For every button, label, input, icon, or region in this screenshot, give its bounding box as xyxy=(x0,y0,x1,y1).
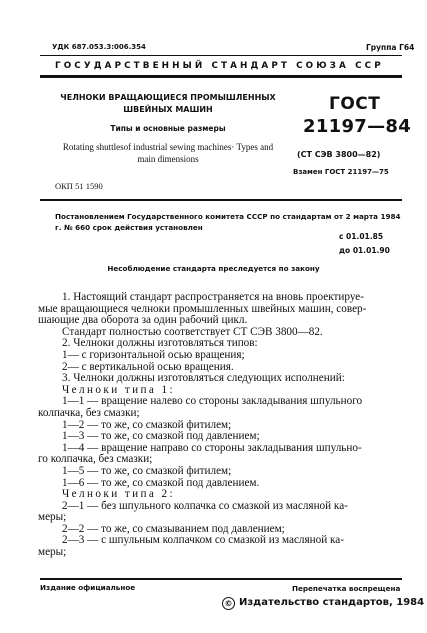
decree-rule xyxy=(40,199,402,201)
body-line: меры; xyxy=(38,546,67,559)
body-line: 1. Настоящий стандарт распространяется на вновь проектируе- xyxy=(62,291,364,303)
title-english: Rotating shuttlesof industrial sewing machines· Types and main dimensions xyxy=(62,142,274,164)
body-line: колпачка, без смазки; xyxy=(38,406,140,419)
body-line: Стандарт полностью соответствует СТ СЭВ 3800—82. xyxy=(62,325,323,338)
st-sev-reference: (СТ СЭВ 3800—82) xyxy=(297,150,381,159)
validity-to: до 01.01.90 xyxy=(339,246,390,255)
decree-text: Постановлением Государственного комитета СССР по стандартам от 2 марта 1984 г. № 660 срок действия установлен xyxy=(55,212,401,232)
body-line: 2—2 — то же, со смазыванием под давлением; xyxy=(62,522,285,535)
footer-rule xyxy=(40,578,402,580)
band-rule xyxy=(40,75,402,78)
violation-notice: Несоблюдение стандарта преследуется по закону xyxy=(107,264,320,273)
body-line: 2—3 — с шпульным колпачком со смазкой из масляной ка- xyxy=(62,534,344,547)
body-line: 1—2 — то же, со смазкой фитилем; xyxy=(62,418,232,431)
body-line: 2. Челноки должны изготовляться типов: xyxy=(62,337,258,350)
top-rule xyxy=(40,55,402,56)
body-line: мые вращающиеся челноки промышленных швейных машин, совер- xyxy=(38,302,367,315)
gost-label: ГОСТ xyxy=(329,94,381,114)
body-line: 1—1 — вращение налево со стороны закладывания шпульного xyxy=(62,395,363,408)
body-line: 2— с вертикальной осью вращения. xyxy=(62,360,234,373)
replaces-standard: Взамен ГОСТ 21197—75 xyxy=(293,168,389,176)
body-line: шающие два оборота за один рабочий цикл. xyxy=(38,314,248,327)
body-line: 1—4 — вращение направо со стороны закладывания шпульно- xyxy=(62,441,362,454)
body-line: меры; xyxy=(38,511,67,524)
body-line: 1—5 — то же, со смазкой фитилем; xyxy=(62,464,232,477)
body-line: 2—1 — без шпульного колпачка со смазкой из масляной ка- xyxy=(62,499,348,512)
udk-code: УДК 687.053.3:006.354 xyxy=(52,43,146,51)
body-line: 1—3 — то же, со смазкой под давлением; xyxy=(62,430,260,443)
body-line: го колпачка, без смазки; xyxy=(38,453,153,466)
subtitle-russian: Типы и основные размеры xyxy=(110,124,226,133)
body-line: 1— с горизонтальной осью вращения; xyxy=(62,348,245,361)
validity-from: с 01.01.85 xyxy=(339,232,384,241)
group-code: Группа Г64 xyxy=(366,43,415,52)
copyright-icon: © xyxy=(222,597,235,610)
body-line: Челноки типа 1: xyxy=(62,383,175,396)
reprint-prohibited: Перепечатка воспрещена xyxy=(292,584,401,593)
state-standard-band: ГОСУДАРСТВЕННЫЙ СТАНДАРТ СОЮЗА ССР xyxy=(55,61,384,71)
body-line: 3. Челноки должны изготовляться следующих исполнений: xyxy=(62,372,345,385)
okp-code: ОКП 51 1590 xyxy=(55,181,103,191)
publisher-name: Издательство стандартов, 1984 xyxy=(239,597,425,608)
body-line: Челноки типа 2: xyxy=(62,488,175,501)
title-russian: ЧЕЛНОКИ ВРАЩАЮЩИЕСЯ ПРОМЫШЛЕННЫХ ШВЕЙНЫХ МАШИН xyxy=(60,93,276,114)
publisher-line xyxy=(222,597,424,610)
standard-body-text xyxy=(38,292,408,559)
body-line: 1—6 — то же, со смазкой под давлением. xyxy=(62,476,260,489)
gost-number: 21197—84 xyxy=(303,116,412,137)
official-edition: Издание официальное xyxy=(40,583,136,592)
